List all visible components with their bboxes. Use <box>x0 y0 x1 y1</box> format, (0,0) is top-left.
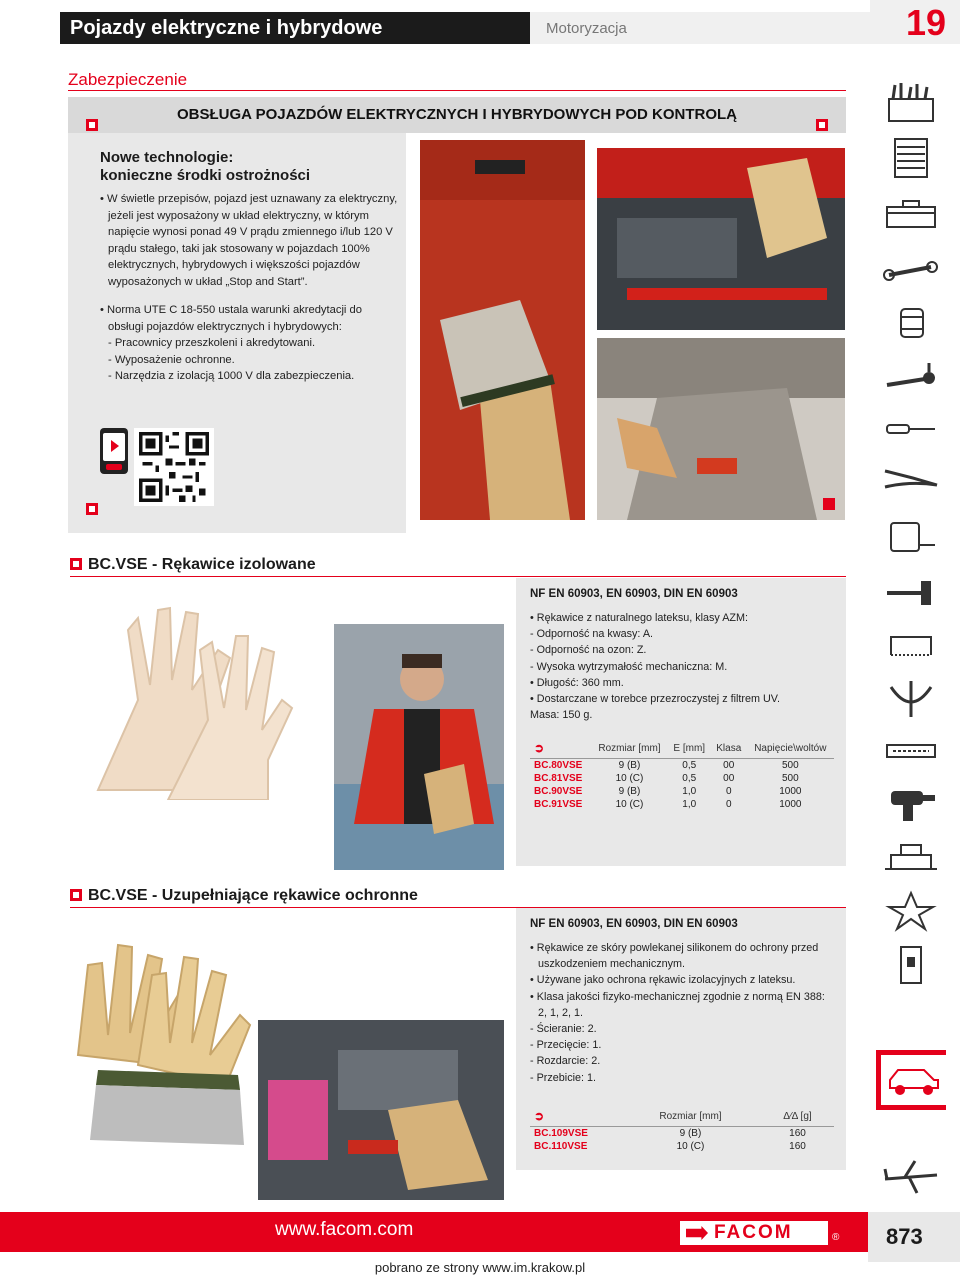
sidebar-tape-measure-icon[interactable] <box>876 510 946 564</box>
sidebar-ratchet-icon[interactable] <box>876 352 946 406</box>
product1-title-text: BC.VSE - Rękawice izolowane <box>88 556 316 573</box>
section-marker-icon <box>70 558 82 570</box>
product-reference[interactable]: BC.91VSE <box>534 799 583 810</box>
spec-line: - Przecięcie: 1. <box>530 1039 602 1052</box>
section-marker-icon <box>70 889 82 901</box>
table-row <box>530 785 834 798</box>
technician-gloves-photo <box>420 140 585 520</box>
banner-title: OBSŁUGA POJAZDÓW ELEKTRYCZNYCH I HYBRYDOWYCH POD KONTROLĄ <box>176 106 737 123</box>
table-cell: 9 (B) <box>618 786 641 797</box>
table-cell: 1000 <box>779 799 802 810</box>
latex-gloves-photo <box>68 590 296 800</box>
sidebar-tool-sets-icon[interactable] <box>876 76 946 130</box>
info-bullet: • W świetle przepisów, pojazd jest uznawany za elektryczny, jeżeli jest wyposażony w układ elektryczny, w którym napięcie wynosi ponad 49 V prądu zmiennego i/lub 120 V prądu stałego, taki jak stosowany w pojazdach 100% elektrycznych, hybrydowych i większości pojazdów wyposażonych w układ „Stop and Start”. <box>100 193 398 288</box>
ref-column-icon: ➲ <box>530 1106 620 1127</box>
table-row <box>530 759 834 773</box>
table-cell: 500 <box>782 773 799 784</box>
spec-line: - Wysoka wytrzymałość mechaniczna: M. <box>530 660 728 673</box>
table-cell: 0,5 <box>682 773 697 784</box>
product-reference[interactable]: BC.110VSE <box>534 1141 588 1152</box>
technician-photo <box>334 624 504 870</box>
source-note: pobrano ze strony www.im.krakow.pl <box>374 1260 586 1275</box>
spec-line: - Ścieranie: 2. <box>530 1023 597 1036</box>
ref-column-icon: ➲ <box>530 738 591 759</box>
spec-line: - Odporność na ozon: Z. <box>530 644 647 657</box>
table-cell: 1,0 <box>682 786 697 797</box>
corner-mark-icon <box>86 119 98 131</box>
product2-table <box>530 1106 834 1153</box>
sidebar-impact-wrench-icon[interactable] <box>876 776 946 830</box>
table-row <box>530 772 834 785</box>
facom-logo: FACOM <box>680 1221 828 1245</box>
sidebar-hacksaw-icon[interactable] <box>876 620 946 674</box>
product2-title-text: BC.VSE - Uzupełniające rękawice ochronne <box>88 887 418 904</box>
sidebar-safety-icon[interactable] <box>876 884 946 938</box>
leather-gloves-photo <box>68 925 253 1155</box>
product1-spec-lines <box>530 610 834 723</box>
sidebar-breaker-icon[interactable] <box>876 938 946 992</box>
sidebar-vice-icon[interactable] <box>876 830 946 884</box>
product2-spec-lines <box>530 940 834 1086</box>
chapter-title: Pojazdy elektryczne i hybrydowe <box>60 12 530 44</box>
table-header: Rozmiar [mm] <box>591 738 667 759</box>
spec-line: • Klasa jakości fizyko-mechanicznej zgodnie z normą EN 388: 2, 1, 2, 1. <box>530 990 825 1019</box>
sidebar-tool-box-icon[interactable] <box>876 188 946 242</box>
spec-line: • Długość: 360 mm. <box>530 676 624 689</box>
sidebar-screwdriver-icon[interactable] <box>876 402 946 456</box>
chapter-number: 19 <box>870 0 960 44</box>
spec-line: • Używane jako ochrona rękawic izolacyjnych z lateksu. <box>530 974 796 987</box>
table-cell: 10 (C) <box>676 1141 705 1152</box>
product-reference[interactable]: BC.90VSE <box>534 786 583 797</box>
sidebar-hammer-icon[interactable] <box>876 566 946 620</box>
info-heading-line2: konieczne środki ostrożności <box>100 167 311 184</box>
sidebar-pliers-icon[interactable] <box>876 452 946 506</box>
table-cell: 1000 <box>779 786 802 797</box>
sidebar-aircraft-icon[interactable] <box>876 1150 946 1204</box>
product1-norm: NF EN 60903, EN 60903, DIN EN 60903 <box>530 588 738 600</box>
table-cell: 10 (C) <box>615 773 644 784</box>
product1-table <box>530 738 834 811</box>
registered-mark: ® <box>832 1232 840 1243</box>
info-sub-item: - Pracownicy przeszkoleni i akredytowani. <box>108 337 316 349</box>
sidebar-wrench-icon[interactable] <box>876 244 946 298</box>
table-header: Napięcie\woltów <box>747 738 834 759</box>
category-label: Motoryzacja <box>530 12 870 44</box>
product2-norm: NF EN 60903, EN 60903, DIN EN 60903 <box>530 918 738 930</box>
table-header: Rozmiar [mm] <box>620 1106 761 1127</box>
footer-bar <box>0 1212 960 1252</box>
table-cell: 00 <box>723 773 735 784</box>
spec-line: Masa: 150 g. <box>530 709 593 722</box>
table-header: Δ⁄Δ [g] <box>761 1106 834 1127</box>
info-sub-item: - Wyposażenie ochronne. <box>108 353 235 366</box>
spec-line: - Rozdarcie: 2. <box>530 1055 601 1068</box>
product-reference[interactable]: BC.80VSE <box>534 760 583 771</box>
sidebar-car-icon[interactable] <box>876 1050 946 1110</box>
spec-line: • Rękawice ze skóry powlekanej silikonem do ochrony przed uszkodzeniem mechanicznym. <box>530 942 819 971</box>
sidebar-socket-icon[interactable] <box>876 296 946 350</box>
table-row <box>530 1127 834 1141</box>
info-heading-line1: Nowe technologie: <box>100 149 234 166</box>
table-cell: 9 (B) <box>679 1128 702 1139</box>
product1-divider <box>70 576 846 577</box>
info-bullet: • Norma UTE C 18-550 ustala warunki akredytacji do obsługi pojazdów elektrycznych i hybrydowych: - Pracownicy przeszkoleni i akredytowani. - Wyposażenie ochronne. - Narzędzia z izolacją 1000 V dla zabezpieczenia. <box>100 302 400 385</box>
spec-line: - Odporność na kwasy: A. <box>530 628 654 641</box>
info-heading <box>100 149 310 185</box>
spec-line: - Przebicie: 1. <box>530 1071 597 1084</box>
product2-spec-panel <box>516 908 846 1170</box>
table-header: E [mm] <box>668 738 711 759</box>
corner-mark-icon <box>816 119 828 131</box>
table-cell: 1,0 <box>682 799 697 810</box>
product1-title <box>70 556 316 574</box>
table-cell: 0 <box>725 786 732 797</box>
info-list <box>100 191 400 397</box>
table-row <box>530 798 834 811</box>
info-bullet-text: W świetle przepisów, pojazd jest uznawany za elektryczny, jeżeli jest wyposażony w układ elektryczny, w którym napięcie wynosi ponad 49 V prądu zmiennego i/lub 120 V prądu stałego, taki jak stosowany w pojazdach 100% elektrycznych, hybrydowych i większości pojazdów wyposażonych w układ „Stop and Start”. <box>107 193 398 288</box>
product1-spec-panel <box>516 578 846 866</box>
table-cell: 10 (C) <box>615 799 644 810</box>
car-interior-photo <box>597 338 845 520</box>
qr-code[interactable] <box>134 428 214 506</box>
table-cell: 160 <box>789 1141 806 1152</box>
product-reference[interactable]: BC.109VSE <box>534 1128 588 1139</box>
table-cell: 0,5 <box>682 760 697 771</box>
section-divider <box>68 90 846 91</box>
mobile-video-icon[interactable] <box>100 428 128 474</box>
product-reference[interactable]: BC.81VSE <box>534 773 583 784</box>
sidebar-tool-cabinet-icon[interactable] <box>876 132 946 186</box>
engine-bay-photo <box>597 148 845 330</box>
section-title: Zabezpieczenie <box>68 70 188 89</box>
engine-work-photo <box>258 1020 504 1200</box>
table-cell: 00 <box>723 760 735 771</box>
footer-url[interactable]: www.facom.com <box>275 1219 414 1240</box>
spec-line: • Rękawice z naturalnego lateksu, klasy AZM: <box>530 612 749 624</box>
table-cell: 0 <box>725 799 732 810</box>
table-cell: 9 (B) <box>618 760 641 771</box>
table-row <box>530 1140 834 1153</box>
table-cell: 500 <box>782 760 799 771</box>
section-banner <box>68 97 846 133</box>
table-cell: 160 <box>789 1128 806 1139</box>
sidebar-puller-icon[interactable] <box>876 672 946 726</box>
corner-mark-icon <box>823 498 835 510</box>
corner-mark-icon <box>86 503 98 515</box>
info-sub-item: - Narzędzia z izolacją 1000 V dla zabezpieczenia. <box>108 370 355 382</box>
page-number: 873 <box>868 1212 960 1262</box>
table-header: Klasa <box>711 738 747 759</box>
sidebar-tester-icon[interactable] <box>876 724 946 778</box>
spec-line: • Dostarczane w torebce przezroczystej z filtrem UV. <box>530 693 780 706</box>
info-bullet-text: Norma UTE C 18-550 ustala warunki akredytacji do obsługi pojazdów elektrycznych i hybrydowych: <box>107 304 362 333</box>
product2-title <box>70 887 418 905</box>
